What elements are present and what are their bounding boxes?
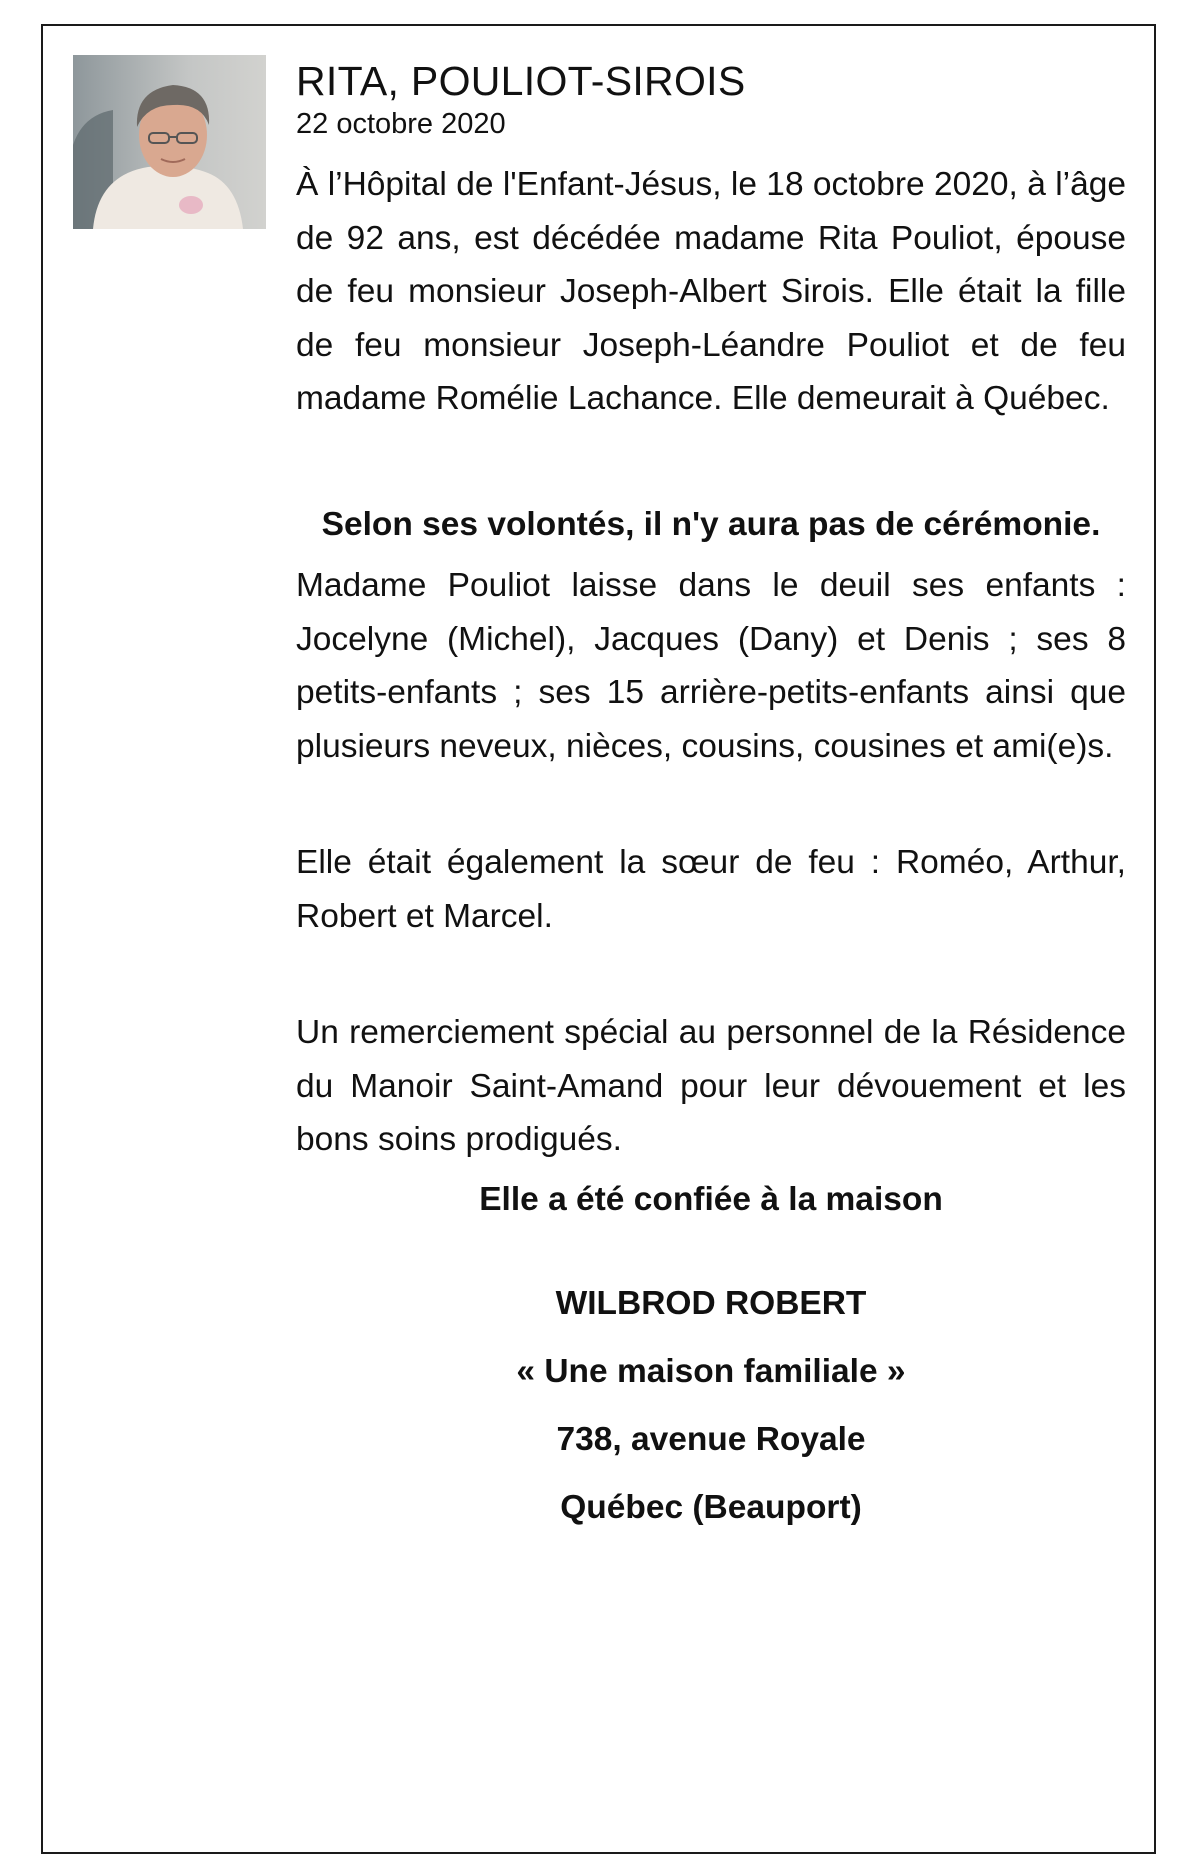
siblings-paragraph: Elle était également la sœur de feu : Roméo, Arthur, Robert et Marcel. bbox=[296, 844, 1126, 935]
funeral-home-block bbox=[296, 1270, 1126, 1542]
deceased-name: RITA, POULIOT-SIROIS bbox=[296, 58, 746, 104]
obituary-content bbox=[296, 56, 1126, 1542]
portrait-photo bbox=[73, 55, 266, 229]
thanks-paragraph: Un remerciement spécial au personnel de la Résidence du Manoir Saint-Amand pour leur dévouement et les bons soins prodigués. bbox=[296, 1014, 1126, 1158]
funeral-home-address: 738, avenue Royale bbox=[556, 1421, 866, 1458]
entrusted-line: Elle a été confiée à la maison bbox=[479, 1180, 943, 1218]
funeral-home-city: Québec (Beauport) bbox=[560, 1489, 862, 1526]
intro-paragraph: À l’Hôpital de l'Enfant-Jésus, le 18 octobre 2020, à l’âge de 92 ans, est décédée madame Rita Pouliot, épouse de feu monsieur Joseph-Albert Sirois. Elle était la fille de feu monsieur Joseph-Léandre Pouliot et de feu madame Romélie Lachance. Elle demeurait à Québec. bbox=[296, 166, 1126, 417]
ceremony-notice: Selon ses volontés, il n'y aura pas de cérémonie. bbox=[321, 505, 1101, 543]
funeral-home-slogan: « Une maison familiale » bbox=[516, 1353, 906, 1390]
family-paragraph: Madame Pouliot laisse dans le deuil ses enfants : Jocelyne (Michel), Jacques (Dany) et Denis ; ses 8 petits-enfants ; ses 15 arrière-petits-enfants ainsi que plusieurs neveux, nièces, cousins, cousines et ami(e)s. bbox=[296, 567, 1126, 765]
publication-date: 22 octobre 2020 bbox=[296, 108, 506, 140]
funeral-home-name: WILBROD ROBERT bbox=[555, 1285, 867, 1322]
